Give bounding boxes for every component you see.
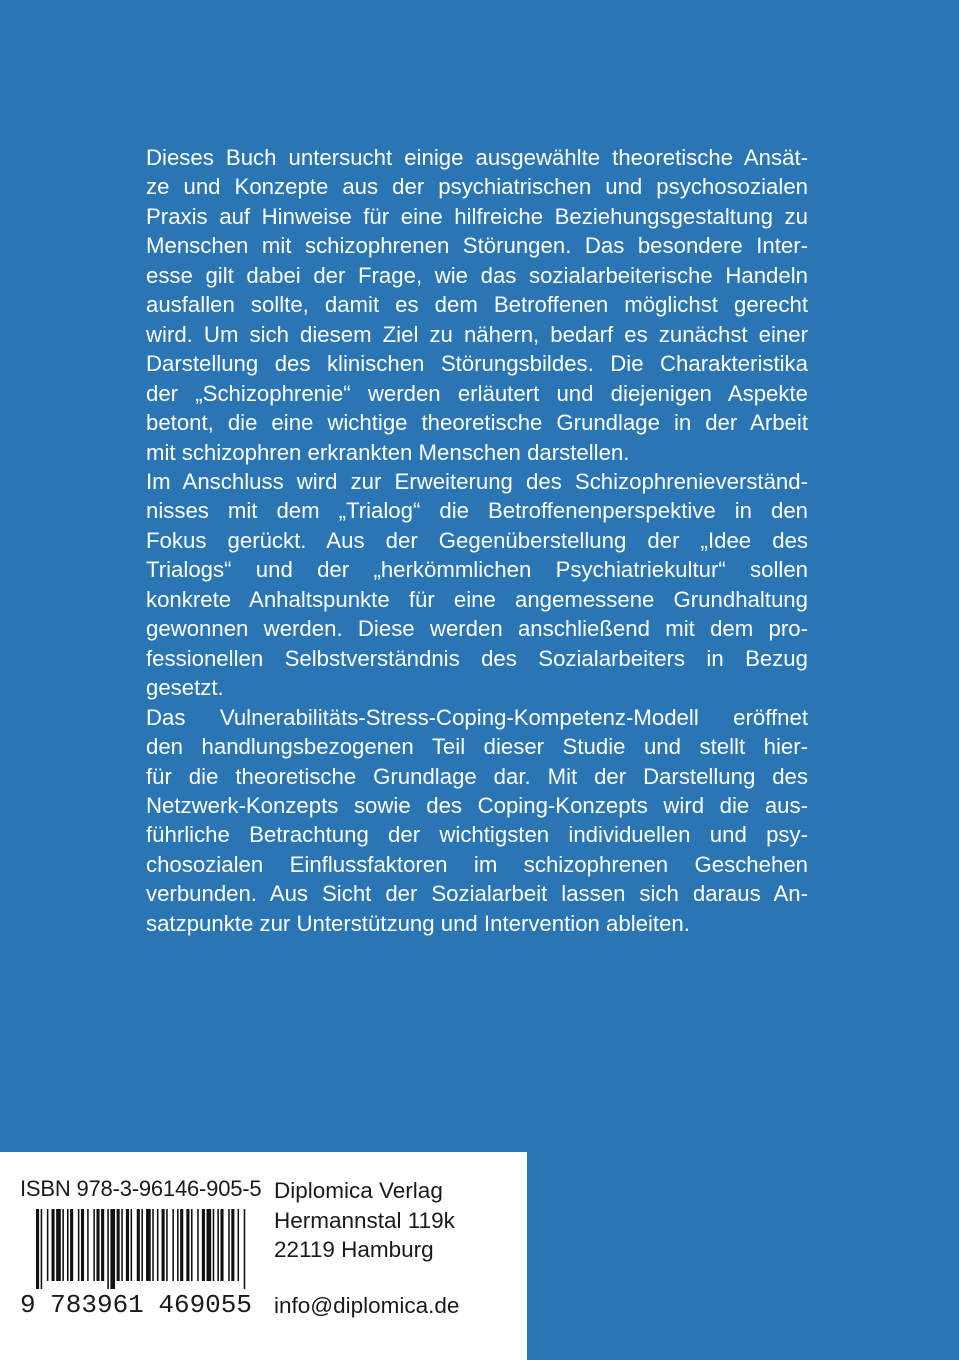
barcode-bar xyxy=(121,1209,123,1281)
barcode-bar xyxy=(62,1209,64,1281)
barcode-bar xyxy=(56,1209,61,1281)
barcode-bar xyxy=(36,1209,39,1289)
blurb-line: gewonnen werden. Diese werden anschließend mit dem pro- xyxy=(146,616,808,642)
blurb-line: Trialogs“ und der „herkömmlichen Psychiatriekultur“ sollen xyxy=(146,557,808,583)
barcode-bar xyxy=(238,1209,240,1281)
barcode-bar xyxy=(186,1209,189,1281)
isbn-label: ISBN 978-3-96146-905-5 xyxy=(20,1176,262,1201)
blurb-line: Dieses Buch untersucht einige ausgewählte theoretische Ansät- xyxy=(146,145,808,170)
barcode-bar xyxy=(202,1209,205,1281)
barcode-bar xyxy=(81,1209,84,1281)
blurb-line: Darstellung des klinischen Störungsbildes. Die Charakteristika xyxy=(146,351,808,377)
isbn-publisher-box xyxy=(0,1152,527,1360)
blurb-line: wird. Um sich diesem Ziel zu nähern, bedarf es zunächst einer xyxy=(146,321,808,347)
publisher-address xyxy=(274,1176,455,1265)
barcode-bar xyxy=(70,1209,73,1281)
barcode-bar xyxy=(157,1209,159,1281)
blurb-line: führliche Betrachtung der wichtigsten individuellen und psy- xyxy=(146,822,808,848)
barcode-bar xyxy=(110,1209,115,1289)
barcode-bar xyxy=(197,1209,199,1281)
barcode-bar xyxy=(220,1209,223,1281)
publisher-street: Hermannstal 119k xyxy=(274,1207,455,1233)
barcode-bar xyxy=(217,1209,219,1281)
barcode-bar xyxy=(131,1209,133,1281)
blurb-line: verbunden. Aus Sicht der Sozialarbeit lassen sich daraus An- xyxy=(146,881,808,907)
barcode-bar xyxy=(213,1209,215,1281)
barcode-bar xyxy=(93,1209,95,1281)
barcode-bar xyxy=(107,1209,109,1289)
blurb-line: ze und Konzepte aus der psychiatrischen und psychosozialen xyxy=(146,174,808,200)
blurb-line: Das Vulnerabilitäts-Stress-Coping-Kompetenz-Modell eröffnet xyxy=(146,704,808,730)
blurb-line: fessionellen Selbstverständnis des Sozialarbeiters in Bezug xyxy=(146,645,808,671)
barcode-bar xyxy=(78,1209,80,1281)
back-cover-blurb xyxy=(146,143,808,938)
barcode-bar xyxy=(52,1209,55,1281)
blurb-line: gesetzt. xyxy=(146,675,224,701)
barcode-digit-group-right: 469055 xyxy=(158,1290,252,1320)
blurb-line: mit schizophren erkrankten Menschen darstellen. xyxy=(146,439,630,465)
barcode-bar xyxy=(41,1209,43,1289)
blurb-line: Menschen mit schizophrenen Störungen. Das besondere Inter- xyxy=(146,233,808,259)
blurb-line: Im Anschluss wird zur Erweiterung des Schizophrenieverständ- xyxy=(146,468,808,494)
barcode-bar xyxy=(191,1209,193,1281)
barcode-bar xyxy=(146,1209,151,1281)
barcode-bar xyxy=(162,1209,165,1281)
barcode-bar xyxy=(101,1209,104,1281)
blurb-line: Praxis auf Hinweise für eine hilfreiche Beziehungsgestaltung zu xyxy=(146,203,808,229)
barcode-digits xyxy=(20,1290,252,1320)
barcode-graphic xyxy=(20,1209,252,1289)
blurb-line: konkrete Anhaltspunkte für eine angemessene Grundhaltung xyxy=(146,586,808,612)
barcode-bar xyxy=(96,1209,99,1281)
barcode-bar xyxy=(126,1209,129,1281)
blurb-line: Fokus gerückt. Aus der Gegenüberstellung der „Idee des xyxy=(146,527,808,553)
blurb-line: für die theoretische Grundlage dar. Mit der Darstellung des xyxy=(146,763,808,789)
barcode-bar xyxy=(228,1209,230,1281)
barcode-bar xyxy=(177,1209,179,1281)
barcode-bar xyxy=(47,1209,49,1281)
barcode-bar xyxy=(231,1209,234,1281)
barcode-bar xyxy=(244,1209,246,1289)
blurb-line: chosozialen Einflussfaktoren im schizophrenen Geschehen xyxy=(146,851,808,877)
blurb-line: esse gilt dabei der Frage, wie das sozialarbeiterische Handeln xyxy=(146,262,808,288)
publisher-name: Diplomica Verlag xyxy=(274,1178,443,1203)
blurb-line: satzpunkte zur Unterstützung und Intervention ableiten. xyxy=(146,910,690,936)
blurb-line: Netzwerk-Konzepts sowie des Coping-Konzepts wird die aus- xyxy=(146,792,808,818)
barcode-digit-group-left: 783961 xyxy=(50,1290,144,1320)
blurb-line: der „Schizophrenie“ werden erläutert und diejenigen Aspekte xyxy=(146,380,808,406)
barcode-bar xyxy=(67,1209,69,1281)
barcode-bar xyxy=(152,1209,154,1281)
barcode-bar xyxy=(166,1209,168,1281)
blurb-line: den handlungsbezogenen Teil dieser Studie und stellt hier- xyxy=(146,734,808,760)
blurb-line: ausfallen sollte, damit es dem Betroffenen möglichst gerecht xyxy=(146,292,808,318)
barcode-digit-lead: 9 xyxy=(20,1290,36,1320)
barcode-bar xyxy=(137,1209,140,1281)
blurb-line: nisses mit dem „Trialog“ die Betroffenenperspektive in den xyxy=(146,498,808,524)
barcode-bar xyxy=(141,1209,143,1281)
publisher-email: info@diplomica.de xyxy=(274,1293,460,1318)
publisher-city: 22119 Hamburg xyxy=(274,1237,434,1262)
barcode-bar xyxy=(180,1209,183,1281)
barcode-bar xyxy=(87,1209,89,1281)
barcode-bar xyxy=(172,1209,174,1281)
blurb-line: betont, die eine wichtige theoretische Grundlage in der Arbeit xyxy=(146,410,808,436)
barcode-bar xyxy=(207,1209,212,1281)
barcode-bar xyxy=(117,1209,120,1281)
